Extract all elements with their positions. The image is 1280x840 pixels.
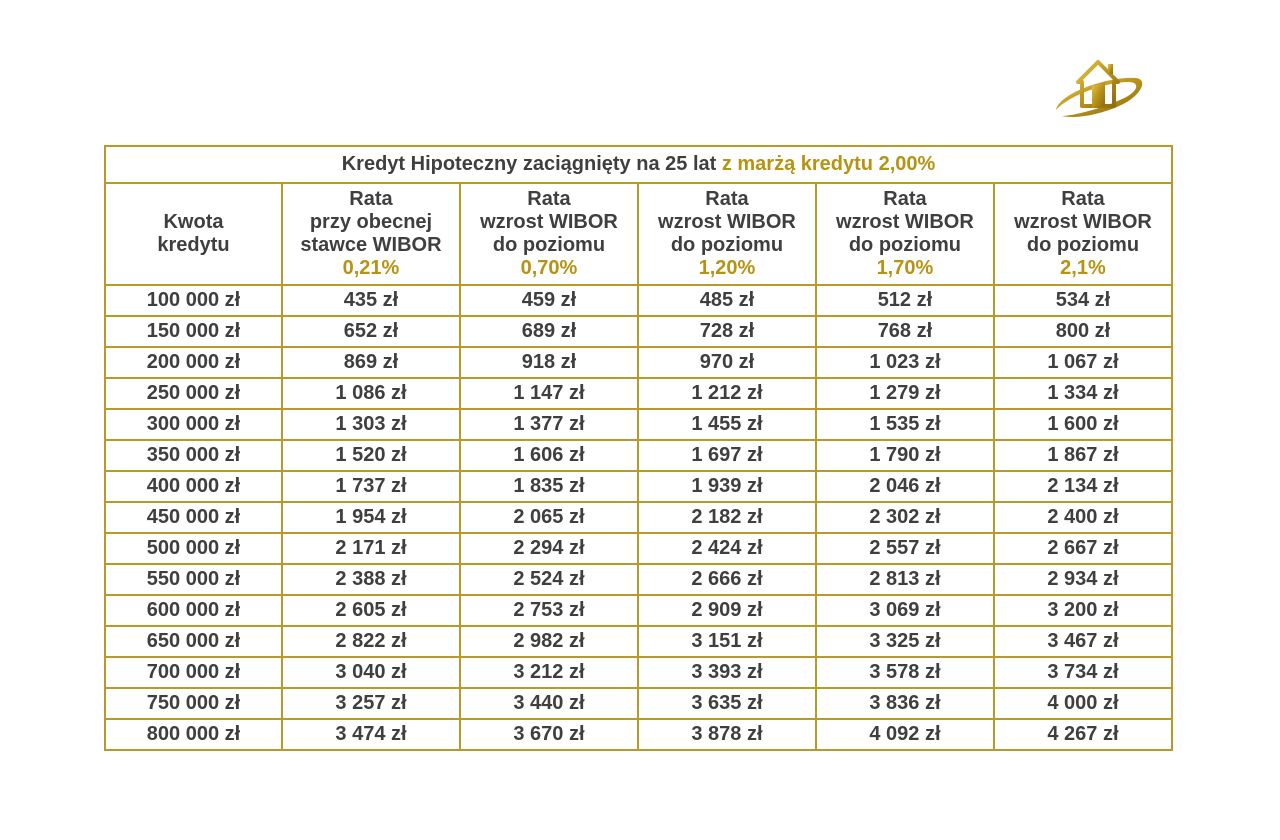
installment-cell: 1 303 zł: [282, 409, 460, 440]
loan-amount-cell: 800 000 zł: [105, 719, 282, 750]
loan-amount-cell: 500 000 zł: [105, 533, 282, 564]
installment-cell: 1 535 zł: [816, 409, 994, 440]
installment-cell: 1 835 zł: [460, 471, 638, 502]
table-row: [105, 347, 1172, 378]
installment-cell: 800 zł: [994, 316, 1172, 347]
installment-cell: 2 753 zł: [460, 595, 638, 626]
installment-cell: 512 zł: [816, 285, 994, 316]
column-header-rate: 0,21%: [342, 257, 400, 279]
installment-cell: 2 822 zł: [282, 626, 460, 657]
installment-cell: 1 212 zł: [638, 378, 816, 409]
installment-cell: 3 734 zł: [994, 657, 1172, 688]
table-row: [105, 533, 1172, 564]
loan-amount-cell: 700 000 zł: [105, 657, 282, 688]
loan-amount-cell: 550 000 zł: [105, 564, 282, 595]
installment-cell: 1 455 zł: [638, 409, 816, 440]
installment-cell: 3 393 zł: [638, 657, 816, 688]
installment-cell: 1 334 zł: [994, 378, 1172, 409]
loan-amount-cell: 400 000 zł: [105, 471, 282, 502]
header-row: [105, 183, 1172, 285]
installment-cell: 459 zł: [460, 285, 638, 316]
installment-cell: 3 325 zł: [816, 626, 994, 657]
installment-cell: 3 670 zł: [460, 719, 638, 750]
column-header-line: do poziomu: [492, 234, 606, 256]
installment-cell: 1 520 zł: [282, 440, 460, 471]
installment-cell: 3 467 zł: [994, 626, 1172, 657]
installment-cell: 4 267 zł: [994, 719, 1172, 750]
loan-amount-cell: 250 000 zł: [105, 378, 282, 409]
loan-amount-cell: 100 000 zł: [105, 285, 282, 316]
installment-cell: 1 939 zł: [638, 471, 816, 502]
table-row: [105, 657, 1172, 688]
column-header-line: kredytu: [157, 234, 230, 256]
installment-cell: 2 605 zł: [282, 595, 460, 626]
table-row: [105, 409, 1172, 440]
installment-cell: 652 zł: [282, 316, 460, 347]
column-header-line: Rata: [1061, 188, 1105, 210]
column-header: [994, 183, 1172, 285]
installment-cell: 2 524 zł: [460, 564, 638, 595]
column-header-line: wzrost WIBOR: [836, 211, 974, 233]
installment-cell: 768 zł: [816, 316, 994, 347]
installment-cell: 3 200 zł: [994, 595, 1172, 626]
installment-cell: 3 040 zł: [282, 657, 460, 688]
installment-cell: 2 424 zł: [638, 533, 816, 564]
table-row: [105, 378, 1172, 409]
column-header: [460, 183, 638, 285]
column-header-line: Rata: [527, 188, 571, 210]
loan-amount-cell: 650 000 zł: [105, 626, 282, 657]
table-row: [105, 564, 1172, 595]
installment-cell: 3 836 zł: [816, 688, 994, 719]
column-header: [282, 183, 460, 285]
installment-cell: 2 934 zł: [994, 564, 1172, 595]
installment-cell: 1 600 zł: [994, 409, 1172, 440]
table-title: [105, 146, 1172, 183]
column-header-line: wzrost WIBOR: [658, 211, 796, 233]
column-header-line: Kwota: [163, 211, 224, 233]
installment-cell: 2 813 zł: [816, 564, 994, 595]
table-row: [105, 626, 1172, 657]
installment-cell: 3 151 zł: [638, 626, 816, 657]
column-header-line: stawce WIBOR: [300, 234, 442, 256]
installment-cell: 1 697 zł: [638, 440, 816, 471]
installment-cell: 1 147 zł: [460, 378, 638, 409]
table-row: [105, 285, 1172, 316]
column-header: [638, 183, 816, 285]
installment-cell: 2 134 zł: [994, 471, 1172, 502]
installment-cell: 4 092 zł: [816, 719, 994, 750]
installment-cell: 3 257 zł: [282, 688, 460, 719]
installment-cell: 3 474 zł: [282, 719, 460, 750]
column-header-rate: 1,20%: [698, 257, 756, 279]
installment-cell: 485 zł: [638, 285, 816, 316]
installment-cell: 970 zł: [638, 347, 816, 378]
installment-cell: 2 046 zł: [816, 471, 994, 502]
installment-cell: 1 606 zł: [460, 440, 638, 471]
installment-cell: 3 635 zł: [638, 688, 816, 719]
installment-cell: 435 zł: [282, 285, 460, 316]
table-row: [105, 502, 1172, 533]
column-header-rate: 1,70%: [876, 257, 934, 279]
column-header-line: wzrost WIBOR: [480, 211, 618, 233]
column-header-line: do poziomu: [670, 234, 784, 256]
column-header-line: Rata: [883, 188, 927, 210]
installment-cell: 1 737 zł: [282, 471, 460, 502]
installment-cell: 3 578 zł: [816, 657, 994, 688]
installment-cell: 2 182 zł: [638, 502, 816, 533]
house-logo-icon: [1050, 50, 1146, 122]
table-title-highlight: z marżą kredytu 2,00%: [721, 153, 936, 175]
column-header-line: do poziomu: [1026, 234, 1140, 256]
installment-cell: 4 000 zł: [994, 688, 1172, 719]
column-header: [816, 183, 994, 285]
installment-cell: 1 086 zł: [282, 378, 460, 409]
loan-amount-cell: 750 000 zł: [105, 688, 282, 719]
mortgage-table: [104, 145, 1173, 751]
installment-cell: 2 400 zł: [994, 502, 1172, 533]
installment-cell: 2 065 zł: [460, 502, 638, 533]
loan-amount-cell: 150 000 zł: [105, 316, 282, 347]
table-row: [105, 595, 1172, 626]
loan-amount-cell: 450 000 zł: [105, 502, 282, 533]
installment-cell: 2 171 zł: [282, 533, 460, 564]
table-row: [105, 440, 1172, 471]
installment-cell: 2 909 zł: [638, 595, 816, 626]
installment-cell: 2 557 zł: [816, 533, 994, 564]
column-header: [105, 183, 282, 285]
column-header-line: wzrost WIBOR: [1014, 211, 1152, 233]
installment-cell: 728 zł: [638, 316, 816, 347]
installment-cell: 534 zł: [994, 285, 1172, 316]
installment-cell: 2 667 zł: [994, 533, 1172, 564]
table-row: [105, 719, 1172, 750]
loan-amount-cell: 600 000 zł: [105, 595, 282, 626]
loan-amount-cell: 300 000 zł: [105, 409, 282, 440]
installment-cell: 2 302 zł: [816, 502, 994, 533]
column-header-line: przy obecnej: [309, 211, 433, 233]
table-row: [105, 688, 1172, 719]
installment-cell: 918 zł: [460, 347, 638, 378]
installment-cell: 2 294 zł: [460, 533, 638, 564]
table-row: [105, 471, 1172, 502]
installment-cell: 1 067 zł: [994, 347, 1172, 378]
column-header-line: do poziomu: [848, 234, 962, 256]
table-body: [105, 285, 1172, 750]
table-title-prefix: Kredyt Hipoteczny zaciągnięty na 25 lat: [341, 153, 717, 175]
installment-cell: 2 982 zł: [460, 626, 638, 657]
installment-cell: 689 zł: [460, 316, 638, 347]
installment-cell: 3 212 zł: [460, 657, 638, 688]
installment-cell: 3 878 zł: [638, 719, 816, 750]
installment-cell: 869 zł: [282, 347, 460, 378]
installment-cell: 1 377 zł: [460, 409, 638, 440]
loan-amount-cell: 350 000 zł: [105, 440, 282, 471]
installment-cell: 3 440 zł: [460, 688, 638, 719]
installment-cell: 1 790 zł: [816, 440, 994, 471]
installment-cell: 1 954 zł: [282, 502, 460, 533]
installment-cell: 2 388 zł: [282, 564, 460, 595]
table-row: [105, 316, 1172, 347]
installment-cell: 1 023 zł: [816, 347, 994, 378]
installment-cell: 2 666 zł: [638, 564, 816, 595]
installment-cell: 1 279 zł: [816, 378, 994, 409]
column-header-rate: 2,1%: [1060, 257, 1106, 279]
loan-amount-cell: 200 000 zł: [105, 347, 282, 378]
installment-cell: 1 867 zł: [994, 440, 1172, 471]
column-header-rate: 0,70%: [520, 257, 578, 279]
column-header-line: Rata: [349, 188, 393, 210]
installment-cell: 3 069 zł: [816, 595, 994, 626]
column-header-line: Rata: [705, 188, 749, 210]
